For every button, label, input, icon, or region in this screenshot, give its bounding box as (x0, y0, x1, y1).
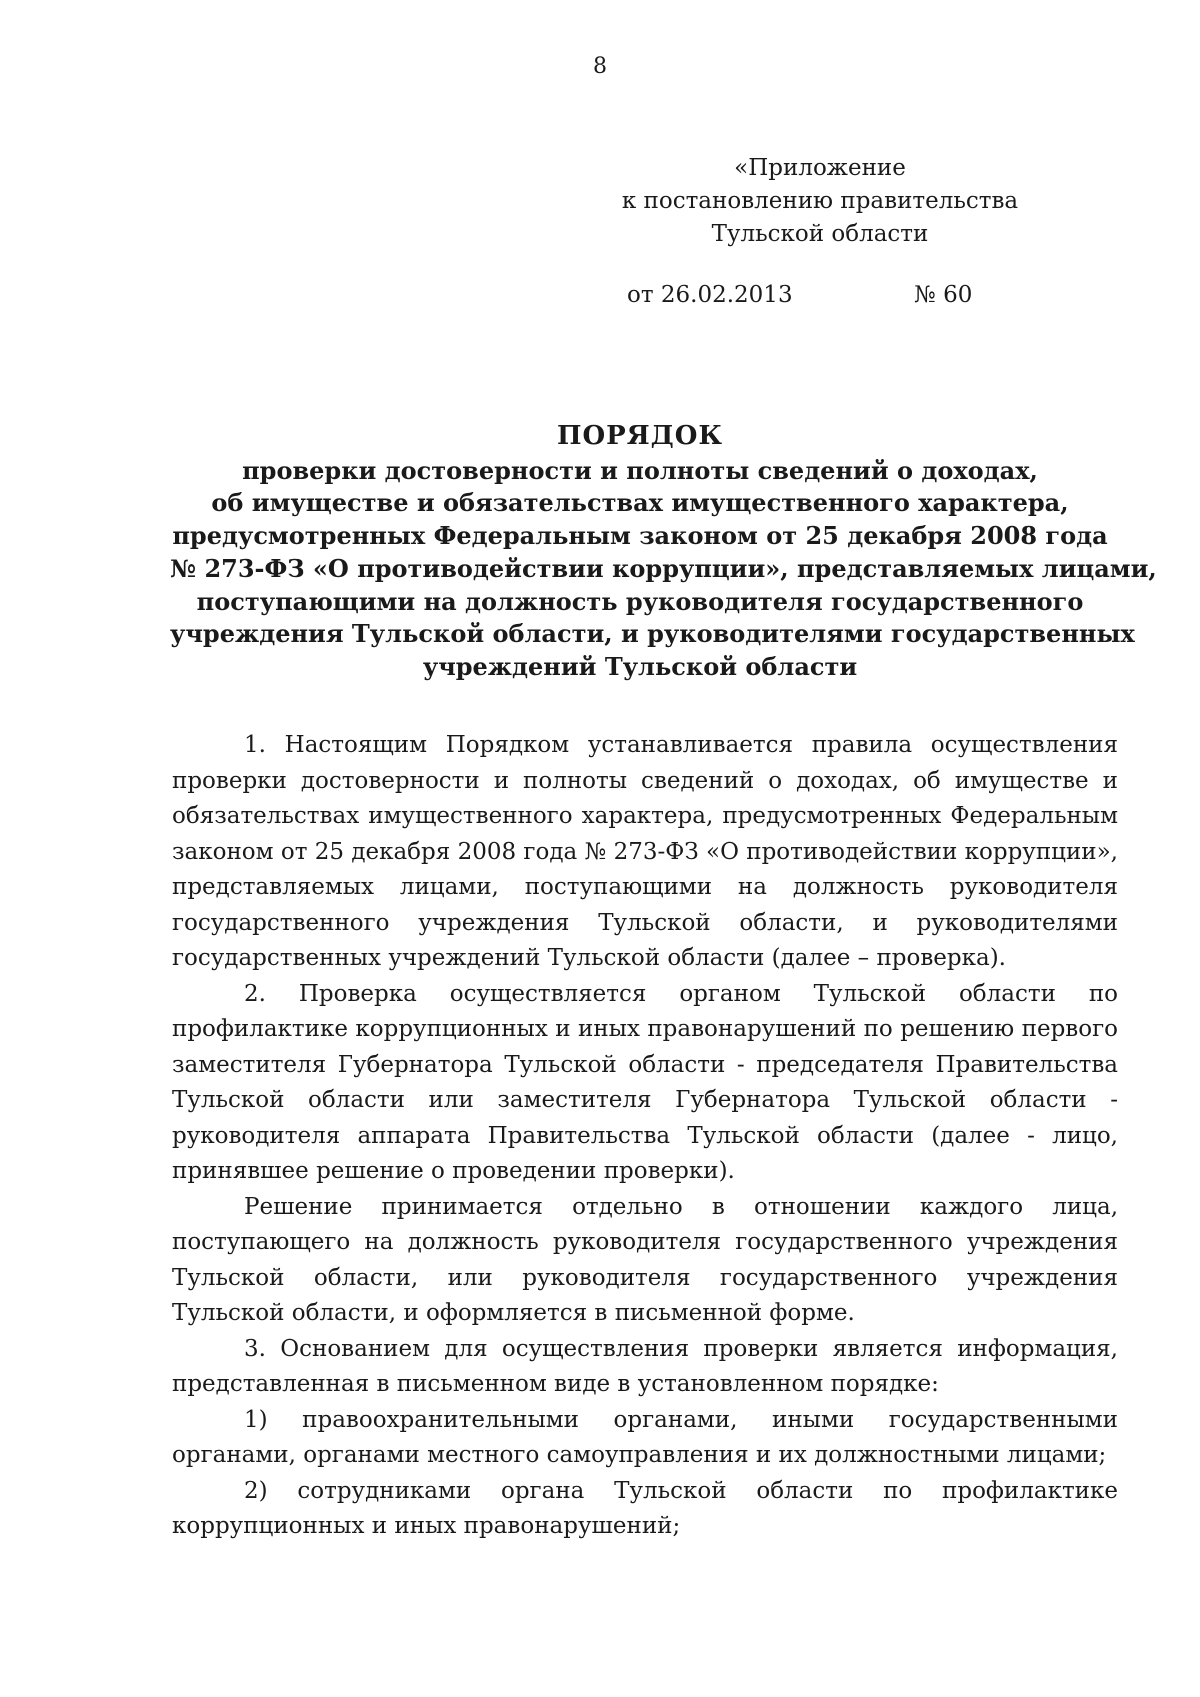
title-main: ПОРЯДОК (556, 421, 724, 451)
list-item-1: 1) правоохранительными органами, иными государственными органами, органами местного самоуправления и их должностными лицами; (172, 1406, 1118, 1468)
paragraph-1: 1. Настоящим Порядком устанавливается правила осуществления проверки достоверности и полноты сведений о доходах, об имуществе и обязательствах имущественного характера, предусмотренных Федеральным законом от 25 декабря 2008 года № 273-ФЗ «О противодействии коррупции», представляемых лицами, поступающими на должность руководителя государственного учреждения Тульской области, и руководителями государственных учреждений Тульской области (далее – проверка). (172, 732, 1118, 971)
resolution-date: от 26.02.2013 (627, 282, 793, 308)
appendix-header (620, 152, 1020, 251)
title-line: поступающими на должность руководителя государственного (196, 586, 1084, 616)
title-line: учреждений Тульской области (422, 651, 858, 681)
appendix-line-1: «Приложение (734, 155, 906, 181)
appendix-line-2: к постановлению правительства (621, 188, 1019, 214)
title-line: предусмотренных Федеральным законом от 25 декабря 2008 года (172, 521, 1108, 551)
paragraph-2-decision: Решение принимается отдельно в отношении каждого лица, поступающего на должность руководителя государственного учреждения Тульской области, или руководителя государственного учреждения Тульской области, и оформляется в письменной форме. (172, 1193, 1118, 1326)
resolution-number: № 60 (914, 282, 973, 308)
list-item-2: 2) сотрудниками органа Тульской области по профилактике коррупционных и иных правонарушений; (172, 1477, 1118, 1539)
page-number: 8 (593, 54, 607, 79)
appendix-line-3: Тульской области (711, 221, 929, 247)
title-line: № 273-ФЗ «О противодействии коррупции», представляемых лицами, (170, 553, 1157, 583)
paragraph-3: 3. Основанием для осуществления проверки является информация, представленная в письменном виде в установленном порядке: (172, 1335, 1118, 1397)
title-line: проверки достоверности и полноты сведений о доходах, (242, 455, 1038, 485)
title-line: об имуществе и обязательствах имущественного характера, (211, 488, 1069, 518)
paragraph-2: 2. Проверка осуществляется органом Тульской области по профилактике коррупционных и иных правонарушений по решению первого заместителя Губернатора Тульской области - председателя Правительства Тульской области или заместителя Губернатора Тульской области - руководителя аппарата Правительства Тульской области (далее - лицо, принявшее решение о проведении проверки). (172, 980, 1118, 1184)
document-body (172, 728, 1118, 1545)
document-title (170, 420, 1157, 684)
title-line: учреждения Тульской области, и руководителями государственных (170, 619, 1135, 649)
